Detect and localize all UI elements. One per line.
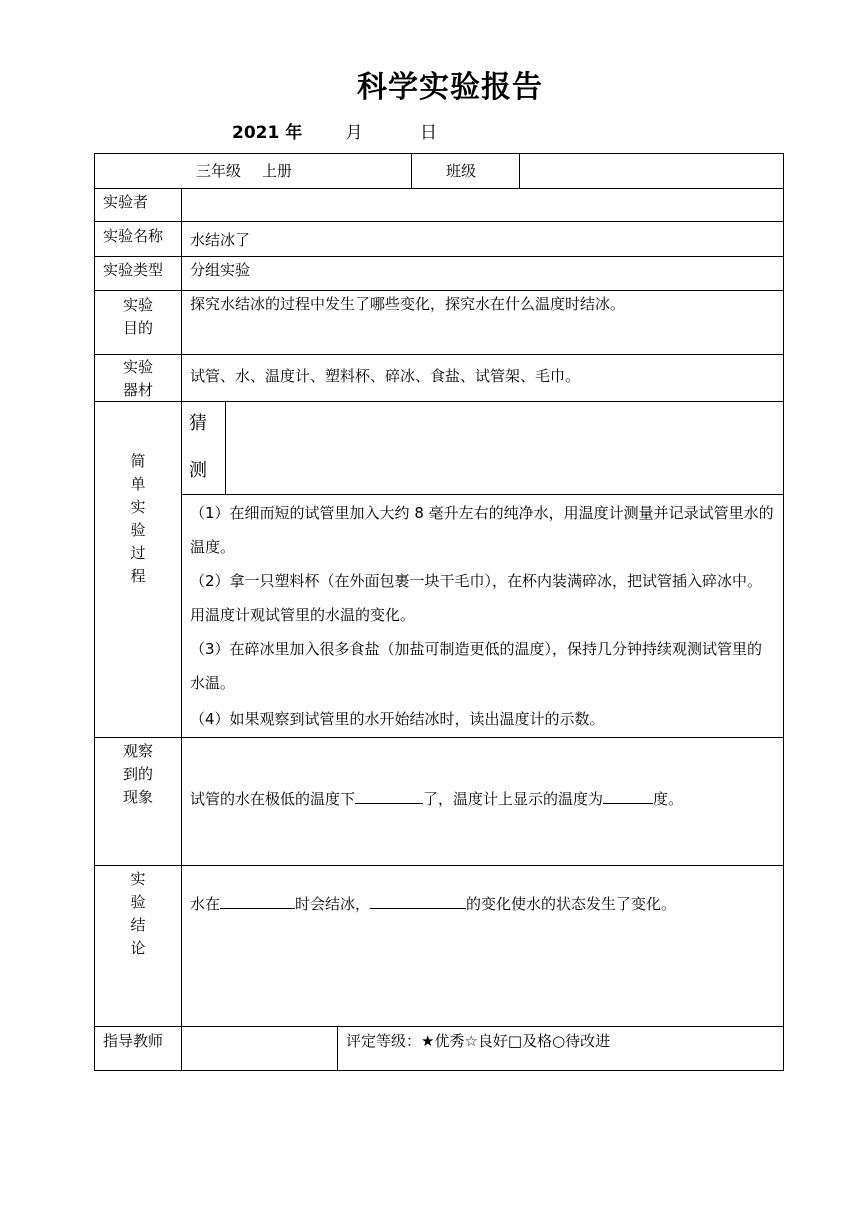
year-text: 2021 年 bbox=[232, 123, 303, 143]
process-step: （1）在细而短的试管里加入大约 8 毫升左右的纯净水，用温度计测量并记录试管里水的温度。 bbox=[190, 504, 774, 556]
observation-label: 观察 到的 现象 bbox=[122, 742, 153, 806]
class-label: 班级 bbox=[446, 162, 477, 180]
guess-label-1: 猜 bbox=[189, 413, 207, 434]
process-step: （4）如果观察到试管里的水开始结冰时，读出温度计的示数。 bbox=[190, 710, 605, 728]
materials-value: 试管、水、温度计、塑料杯、碎冰、食盐、试管架、毛巾。 bbox=[190, 367, 581, 385]
experiment-name-value: 水结冰了 bbox=[190, 231, 251, 249]
guess-label-2: 测 bbox=[189, 460, 207, 481]
rating-text: 评定等级：★优秀☆良好□及格○待改进 bbox=[346, 1032, 611, 1050]
observation-blank-2[interactable] bbox=[603, 787, 653, 804]
experiment-name-label: 实验名称 bbox=[103, 227, 164, 245]
month-text: 月 bbox=[345, 123, 363, 143]
teacher-label: 指导教师 bbox=[103, 1032, 164, 1050]
date-line bbox=[232, 118, 437, 143]
process-step: （2）拿一只塑料杯（在外面包裹一块干毛巾），在杯内装满碎冰，把试管插入碎冰中。用温度计观试管里的水温的变化。 bbox=[190, 572, 763, 624]
observation-text: 试管的水在极低的温度下 了，温度计上显示的温度为 度。 bbox=[190, 787, 683, 809]
experiment-type-value: 分组实验 bbox=[190, 261, 251, 279]
conclusion-blank-2[interactable] bbox=[370, 892, 466, 909]
volume-text: 上册 bbox=[262, 162, 293, 180]
experiment-type-label: 实验类型 bbox=[103, 261, 164, 279]
conclusion-blank-1[interactable] bbox=[220, 892, 295, 909]
purpose-label: 实验 目的 bbox=[122, 296, 153, 337]
purpose-value: 探究水结冰的过程中发生了哪些变化，探究水在什么温度时结冰。 bbox=[190, 295, 626, 313]
process-label: 简 单 实 验 过 程 bbox=[130, 452, 146, 585]
process-step: （3）在碎冰里加入很多食盐（加盐可制造更低的温度），保持几分钟持续观测试管里的水温。 bbox=[190, 640, 763, 692]
observation-blank-1[interactable] bbox=[355, 787, 423, 804]
experimenter-label: 实验者 bbox=[103, 193, 149, 211]
conclusion-text: 水在 时会结冰， 的变化使水的状态发生了变化。 bbox=[190, 892, 676, 914]
grade-text: 三年级 bbox=[196, 162, 242, 180]
page-title: 科学实验报告 bbox=[357, 70, 543, 105]
day-text: 日 bbox=[420, 123, 438, 143]
materials-label: 实验 器材 bbox=[122, 358, 153, 399]
conclusion-label: 实 验 结 论 bbox=[130, 870, 146, 957]
